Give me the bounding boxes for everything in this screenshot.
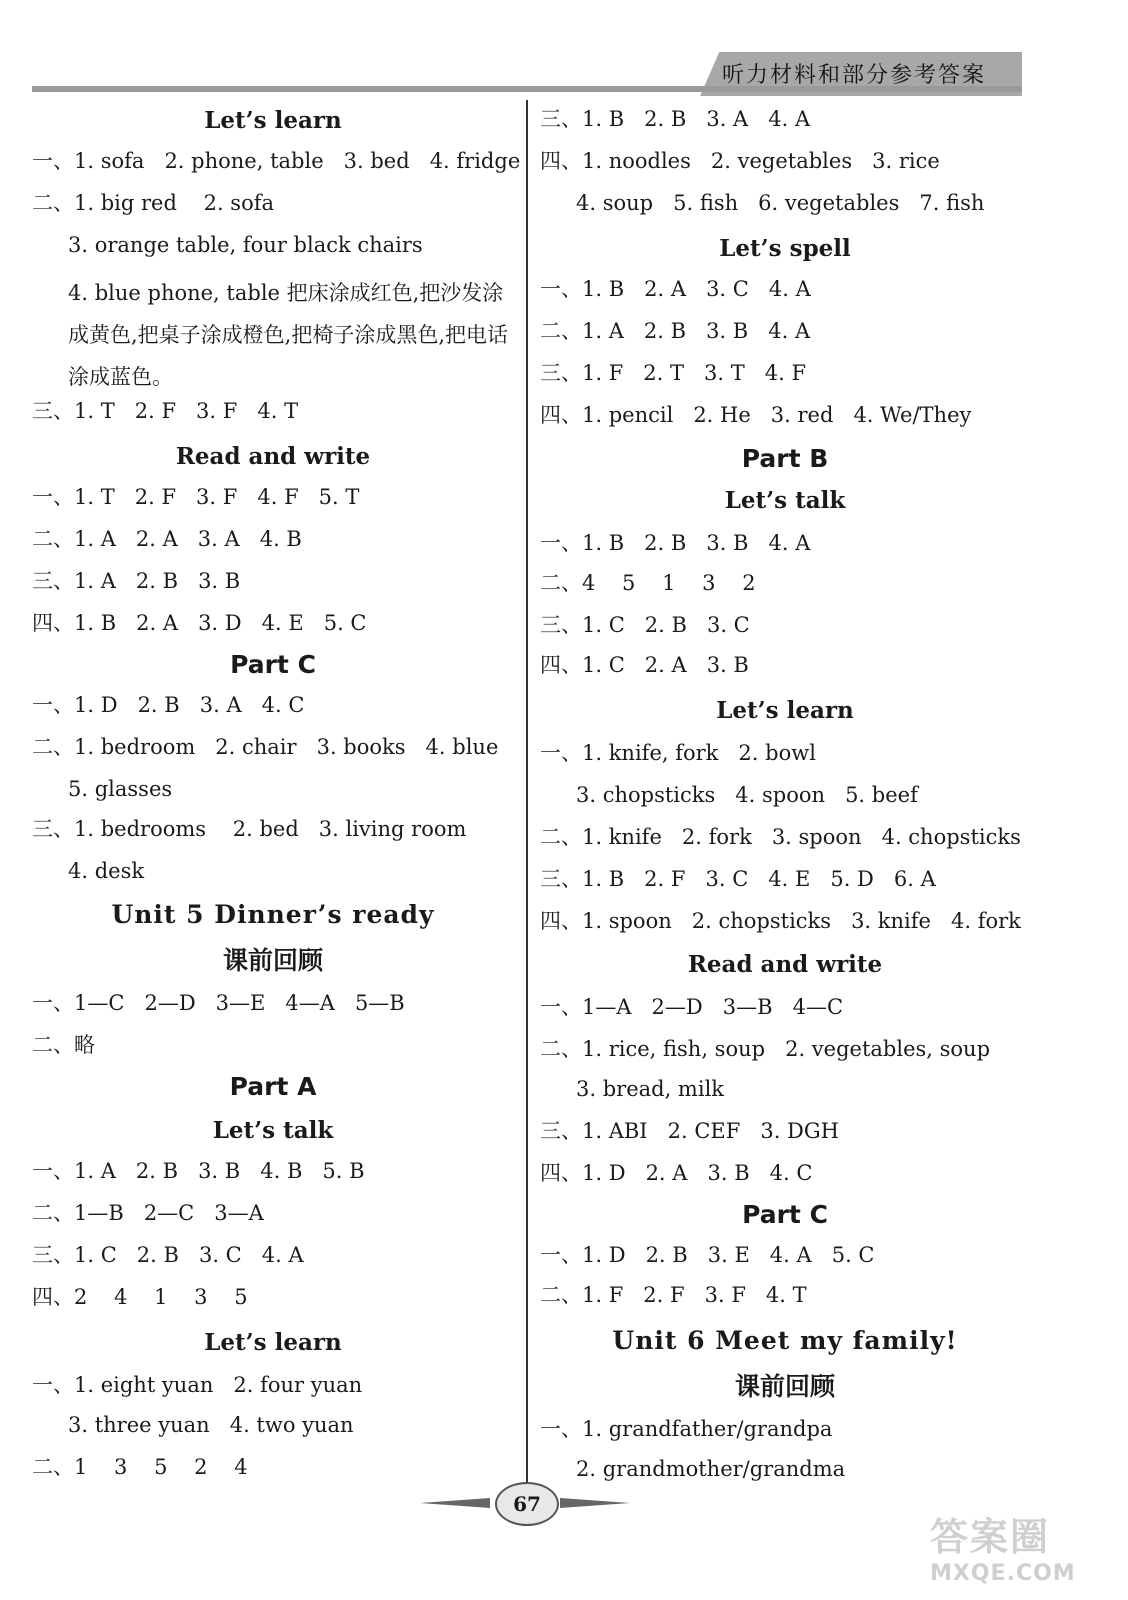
answer-line: 4. blue phone, table 把床涂成红色,把沙发涂成黄色,把桌子涂成橙色,把椅子涂成黑色,把电话涂成蓝色。 bbox=[68, 281, 509, 389]
answer-line: 一、1. eight yuan 2. four yuan bbox=[32, 1373, 363, 1397]
answer-line: 四、1. noodles 2. vegetables 3. rice bbox=[540, 149, 940, 173]
answer-line: 二、1. rice, fish, soup 2. vegetables, soup bbox=[540, 1037, 991, 1061]
footer-ornament-left bbox=[420, 1498, 490, 1508]
answer-line: 三、1. ABI 2. CEF 3. DGH bbox=[540, 1119, 839, 1143]
answer-line: 二、略 bbox=[32, 1033, 95, 1057]
answer-line: 三、1. bedrooms 2. bed 3. living room bbox=[32, 817, 467, 841]
section-heading: Unit 6 Meet my family! bbox=[612, 1326, 958, 1355]
answer-line: 一、1. sofa 2. phone, table 3. bed 4. fridge bbox=[32, 149, 521, 173]
answer-line: 二、1—B 2—C 3—A bbox=[32, 1201, 264, 1225]
section-heading: 课前回顾 bbox=[734, 1372, 835, 1401]
answer-line: 二、1 3 5 2 4 bbox=[32, 1455, 248, 1479]
answer-line: 三、1. T 2. F 3. F 4. T bbox=[32, 399, 299, 423]
answer-line: 一、1. D 2. B 3. E 4. A 5. C bbox=[540, 1243, 875, 1267]
answer-line: 4. soup 5. fish 6. vegetables 7. fish bbox=[576, 191, 985, 215]
answer-line: 二、1. big red 2. sofa bbox=[32, 191, 275, 215]
watermark-url: MXQE.COM bbox=[930, 1561, 1076, 1586]
answer-line: 二、1. A 2. B 3. B 4. A bbox=[540, 319, 811, 343]
section-heading: Let’s talk bbox=[212, 1117, 334, 1144]
section-heading: Part C bbox=[230, 650, 316, 679]
footer-ornament-right bbox=[560, 1498, 630, 1508]
answer-line: 4. desk bbox=[68, 859, 145, 883]
answer-line: 3. chopsticks 4. spoon 5. beef bbox=[576, 783, 918, 807]
answer-line: 3. bread, milk bbox=[576, 1077, 725, 1101]
answer-line: 一、1. knife, fork 2. bowl bbox=[540, 741, 816, 765]
answer-line: 一、1. B 2. A 3. C 4. A bbox=[540, 277, 811, 301]
section-heading: 课前回顾 bbox=[222, 946, 323, 975]
answer-line: 四、1. B 2. A 3. D 4. E 5. C bbox=[32, 611, 367, 635]
section-heading: Read and write bbox=[175, 443, 371, 470]
answer-line: 四、1. C 2. A 3. B bbox=[540, 653, 749, 677]
section-heading: Part B bbox=[741, 444, 829, 473]
answer-line: 3. orange table, four black chairs bbox=[68, 233, 423, 257]
answer-line: 四、1. pencil 2. He 3. red 4. We/They bbox=[540, 403, 972, 427]
answer-line: 三、1. B 2. B 3. A 4. A bbox=[540, 107, 811, 131]
answer-line: 二、1. bedroom 2. chair 3. books 4. blue bbox=[32, 735, 499, 759]
answer-line: 四、1. D 2. A 3. B 4. C bbox=[540, 1161, 813, 1185]
watermark bbox=[930, 1506, 1100, 1590]
answer-line: 三、1. B 2. F 3. C 4. E 5. D 6. A bbox=[540, 867, 936, 891]
answer-line: 2. grandmother/grandma bbox=[576, 1457, 846, 1481]
answer-line: 二、1. F 2. F 3. F 4. T bbox=[540, 1283, 807, 1307]
answer-line: 二、4 5 1 3 2 bbox=[540, 571, 756, 595]
answer-line: 一、1—A 2—D 3—B 4—C bbox=[540, 995, 844, 1019]
section-heading: Read and write bbox=[687, 951, 883, 978]
answer-line: 二、1. A 2. A 3. A 4. B bbox=[32, 527, 302, 551]
answer-line: 3. three yuan 4. two yuan bbox=[68, 1413, 354, 1437]
section-heading: Let’s learn bbox=[204, 107, 342, 134]
section-heading: Let’s talk bbox=[724, 487, 846, 514]
answer-line: 一、1. D 2. B 3. A 4. C bbox=[32, 693, 305, 717]
page-number: 67 bbox=[495, 1482, 559, 1526]
answer-line: 一、1—C 2—D 3—E 4—A 5—B bbox=[32, 991, 405, 1015]
answer-line: 一、1. A 2. B 3. B 4. B 5. B bbox=[32, 1159, 365, 1183]
section-heading: Let’s learn bbox=[204, 1329, 342, 1356]
answer-line: 5. glasses bbox=[68, 777, 173, 801]
answer-line: 三、1. F 2. T 3. T 4. F bbox=[540, 361, 807, 385]
answer-line: 一、1. T 2. F 3. F 4. F 5. T bbox=[32, 485, 360, 509]
answer-line: 三、1. A 2. B 3. B bbox=[32, 569, 241, 593]
section-heading: Unit 5 Dinner’s ready bbox=[111, 900, 435, 929]
answer-line: 一、1. grandfather/grandpa bbox=[540, 1417, 833, 1441]
answer-line: 一、1. B 2. B 3. B 4. A bbox=[540, 531, 811, 555]
column-divider bbox=[526, 100, 528, 1500]
section-heading: Let’s spell bbox=[719, 235, 851, 262]
header-title: 听力材料和部分参考答案 bbox=[722, 63, 987, 88]
answer-line: 三、1. C 2. B 3. C bbox=[540, 613, 750, 637]
answer-line: 二、1. knife 2. fork 3. spoon 4. chopsticks bbox=[540, 825, 1021, 849]
watermark-logo-text: 答案圈 bbox=[930, 1515, 1051, 1559]
section-heading: Part C bbox=[742, 1200, 828, 1229]
section-heading: Part A bbox=[229, 1072, 317, 1101]
answer-line: 四、2 4 1 3 5 bbox=[32, 1285, 248, 1309]
answer-line: 三、1. C 2. B 3. C 4. A bbox=[32, 1243, 304, 1267]
section-heading: Let’s learn bbox=[716, 697, 854, 724]
answer-line: 四、1. spoon 2. chopsticks 3. knife 4. fork bbox=[540, 909, 1021, 933]
page-footer bbox=[420, 1480, 630, 1526]
